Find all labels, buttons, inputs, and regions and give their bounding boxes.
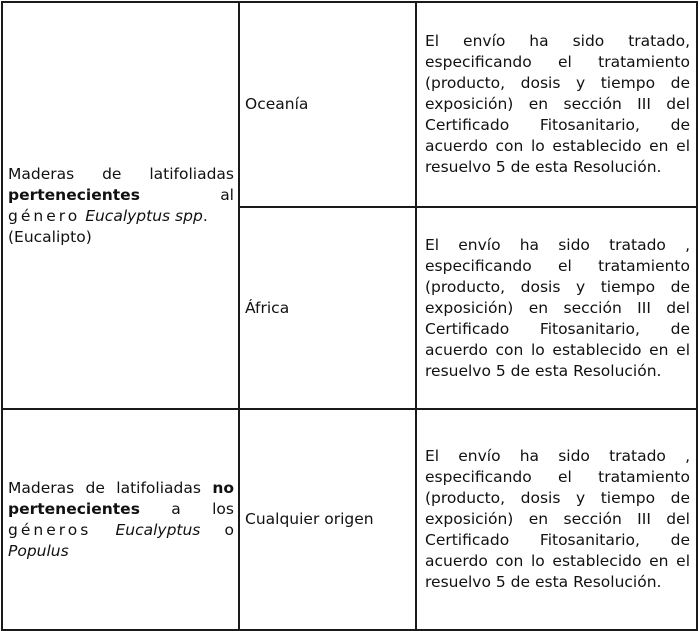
origin-cell-africa: [239, 207, 416, 409]
requirement-text: El envío ha sido tratado , especificando el tratamiento (producto, dosis y tiempo de exposición) en sección III del Certificado Fitosanitario, de acuerdo con lo establecido en el resuelvo 5 de esta Resolución.: [425, 235, 690, 380]
category-suffix: .: [202, 206, 208, 225]
category-bold: no pertenecientes: [8, 478, 234, 518]
category-genus: Eucalyptus: [115, 520, 201, 539]
requirements-table: [1, 1, 698, 631]
category-genus: Populus: [8, 541, 69, 560]
category-mid: a los: [171, 499, 234, 518]
category-spaced-word: género: [8, 206, 81, 225]
origin-cell-any: [239, 409, 416, 630]
category-spaced-word: géneros: [8, 520, 92, 539]
category-genus: Eucalyptus spp: [85, 206, 203, 225]
category-cell-other: [2, 409, 239, 630]
origin-cell-oceania: [239, 2, 416, 207]
category-bold: pertenecientes: [8, 185, 140, 204]
requirement-text: El envío ha sido tratado , especificando el tratamiento (producto, dosis y tiempo de exposición) en sección III del Certificado Fitosanitario, de acuerdo con lo establecido en el resuelvo 5 de esta Resolución.: [425, 447, 690, 591]
category-cell-eucalyptus: [2, 2, 239, 409]
table-row: [2, 2, 697, 207]
origin-label: Oceanía: [245, 95, 309, 113]
category-mid: al: [220, 185, 234, 204]
category-prefix: Maderas de latifoliadas: [8, 164, 234, 183]
origin-label: África: [245, 298, 290, 317]
requirement-cell-africa: [416, 207, 697, 409]
requirement-cell-oceania: [416, 2, 697, 207]
category-connector: o: [224, 520, 234, 539]
requirement-text: El envío ha sido tratado, especificando el tratamiento (producto, dosis y tiempo de exposición) en sección III del Certificado Fitosanitario, de acuerdo con lo establecido en el resuelvo 5 de esta Resolución.: [425, 32, 690, 176]
category-common-name: (Eucalipto): [8, 227, 92, 246]
origin-label: Cualquier origen: [245, 510, 374, 528]
category-prefix: Maderas de latifoliadas: [8, 478, 201, 497]
table-row: [2, 409, 697, 630]
requirement-cell-any: [416, 409, 697, 630]
